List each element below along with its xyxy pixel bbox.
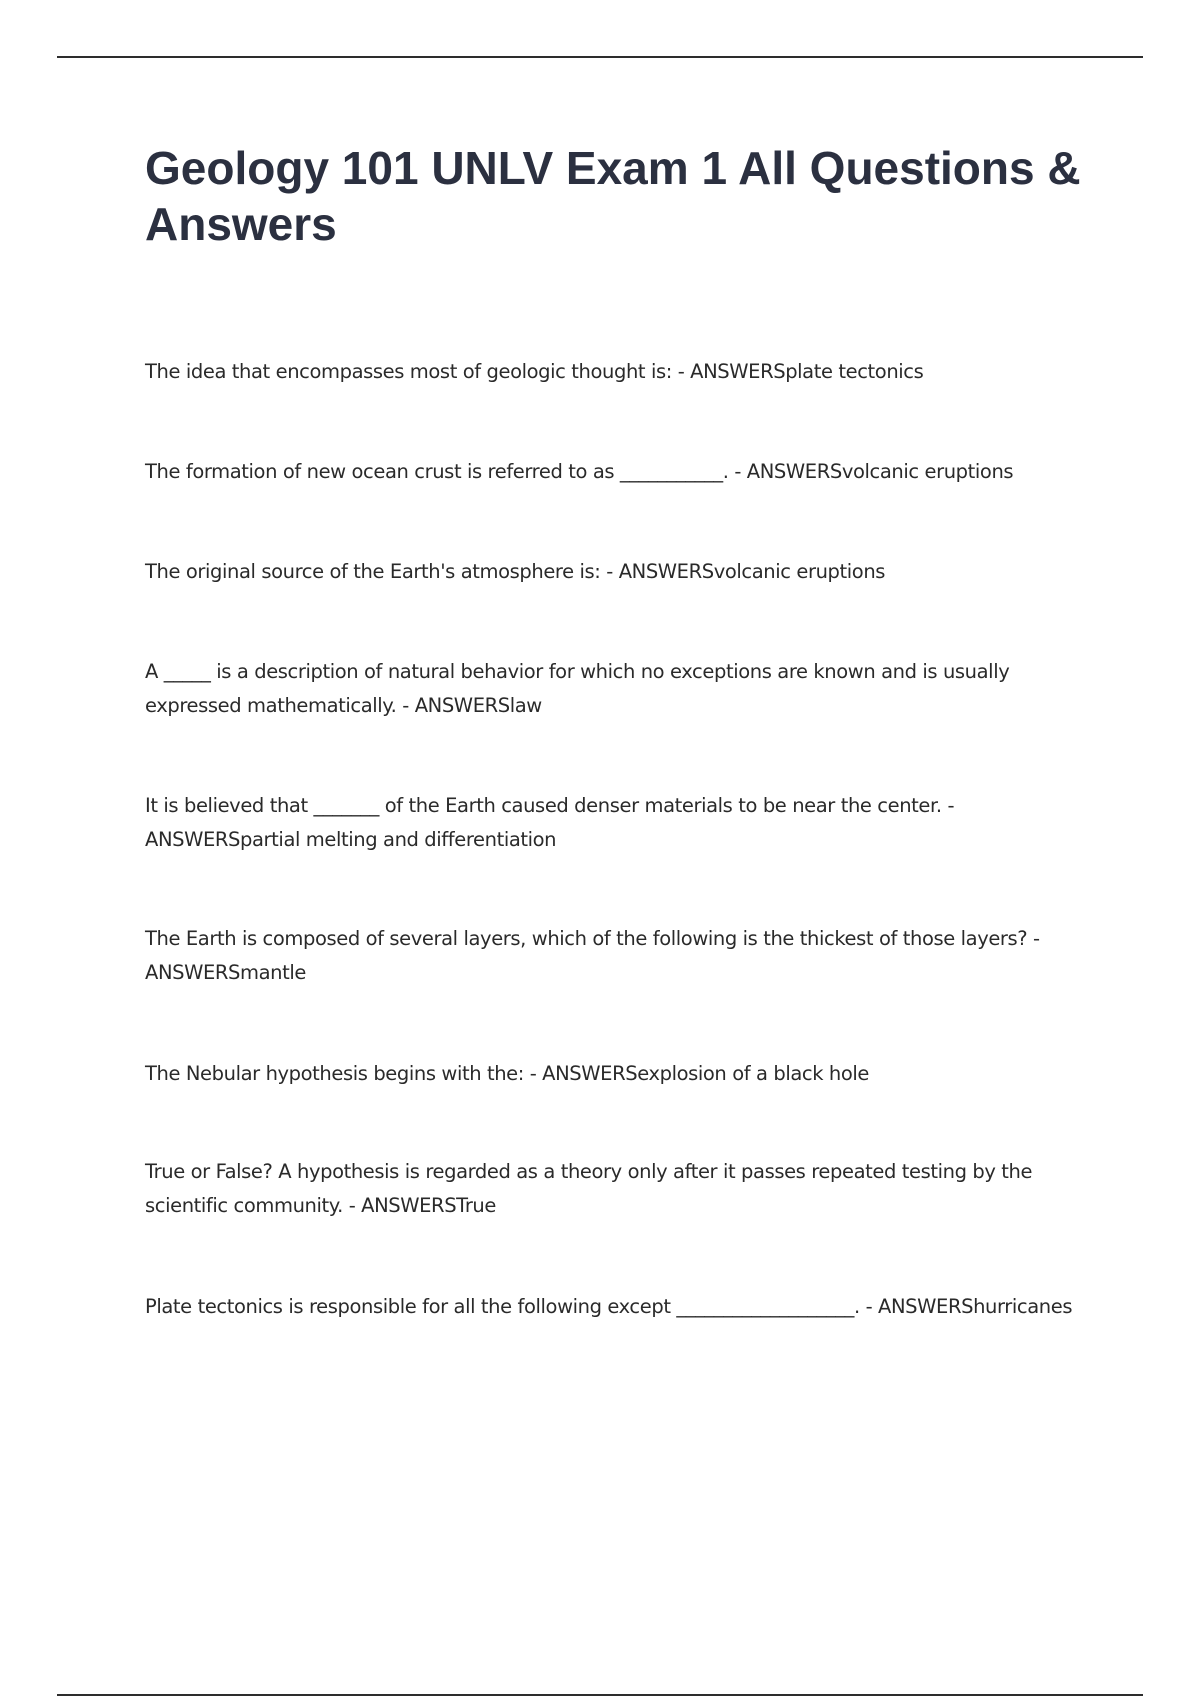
bottom-divider [57, 1694, 1143, 1696]
qa-item-8: True or False? A hypothesis is regarded as a theory only after it passes repeated testing by the scientific community. - ANSWERSTrue [145, 1160, 1033, 1217]
qa-item-2: The formation of new ocean crust is referred to as ___________. - ANSWERSvolcanic eruptions [145, 460, 1014, 483]
qa-item-4: A _____ is a description of natural behavior for which no exceptions are known and is usually expressed mathematically. - ANSWERSlaw [145, 660, 1010, 717]
qa-item-6: The Earth is composed of several layers, which of the following is the thickest of those layers? - ANSWERSmantle [145, 927, 1040, 984]
top-divider [57, 56, 1143, 58]
qa-item-1: The idea that encompasses most of geologic thought is: - ANSWERSplate tectonics [145, 360, 924, 383]
qa-item-5: It is believed that _______ of the Earth caused denser materials to be near the center. - ANSWERSpartial melting and differentiation [145, 794, 955, 851]
qa-item-3: The original source of the Earth's atmosphere is: - ANSWERSvolcanic eruptions [145, 560, 886, 583]
qa-item-7: The Nebular hypothesis begins with the: - ANSWERSexplosion of a black hole [145, 1062, 869, 1085]
document-title: Geology 101 UNLV Exam 1 All Questions & Answers [145, 142, 1081, 250]
qa-item-9: Plate tectonics is responsible for all the following except ___________________. - ANSWERShurricanes [145, 1295, 1073, 1318]
